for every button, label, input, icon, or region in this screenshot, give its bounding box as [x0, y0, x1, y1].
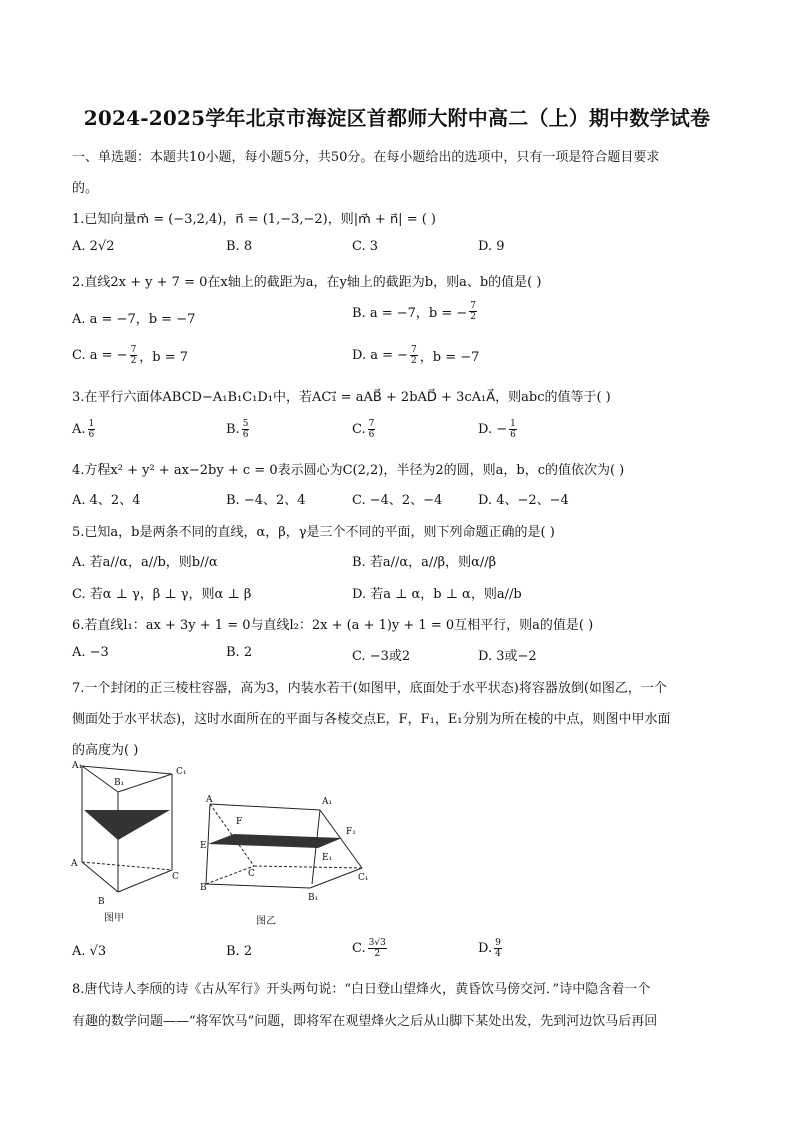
label-a1: A₁ — [72, 761, 83, 771]
question-7-stem-line1: 7.一个封闭的正三棱柱容器，高为3，内装水若干(如图甲，底面处于水平状态)将容器放倒(如图乙，一个 — [72, 681, 667, 696]
question-2-option-c: C. a = − $\frac{7}{2}$ ，b = 7 — [72, 345, 189, 366]
label-f: F — [236, 817, 243, 827]
question-7-option-d: D. $\frac{9}{4}$ — [478, 938, 501, 959]
fraction: $\frac{7}{2}$ — [470, 301, 476, 322]
section-heading: 一、单选题：本题共10小题，每小题5分，共50分。在每小题给出的选项中，只有一项是符合题目要求 — [72, 150, 660, 165]
label-b: B — [98, 897, 105, 907]
fraction: $\frac{7}{2}$ — [130, 345, 137, 366]
question-6-option-c: C. −3或2 — [352, 649, 411, 664]
question-2-option-d: D. a = − $\frac{7}{2}$ ，b = −7 — [352, 345, 480, 366]
question-5-option-a: A. 若a//α，a//b，则b//α — [72, 555, 218, 570]
fraction: $\frac{3√3}{2}$ — [368, 938, 386, 959]
question-1-option-d: D. 9 — [478, 239, 505, 254]
question-7-option-b: B. 2 — [226, 944, 253, 959]
question-3-stem: 3.在平行六面体ABCD−A₁B₁C₁D₁中，若AC₁⃗ = aAB⃗ + 2bAD⃗ + 3cA₁A⃗，则abc的值等于( ) — [72, 390, 611, 405]
question-8-stem-line1: 8.唐代诗人李颀的诗《古从军行》开头两句说：“白日登山望烽火，黄昏饮马傍交河．”诗中隐含着一个 — [72, 982, 651, 997]
question-6-option-a: A. −3 — [72, 645, 109, 660]
question-3-option-c: C. $\frac{7}{6}$ — [352, 419, 375, 440]
question-3-option-d: D. − $\frac{1}{6}$ — [478, 419, 516, 440]
figure-prism-lying — [198, 792, 376, 930]
question-6-option-b: B. 2 — [226, 645, 253, 660]
question-4-option-b: B. −4、2、4 — [226, 493, 306, 508]
question-5-stem: 5.已知a，b是两条不同的直线，α，β，γ是三个不同的平面，则下列命题正确的是( ) — [72, 525, 555, 540]
label-c: C — [248, 869, 255, 879]
question-5-option-b: B. 若a//α，a//β，则α//β — [352, 555, 497, 570]
question-7-option-c: C. $\frac{3√3}{2}$ — [352, 938, 386, 959]
question-4-stem: 4.方程x² + y² + ax−2by + c = 0表示圆心为C(2,2)，半径为2的圆，则a，b，c的值依次为( ) — [72, 463, 625, 478]
question-7-stem-line2: 侧面处于水平状态)，这时水面所在的平面与各棱交点E，F，F₁，E₁分别为所在棱的中点，则图中甲水面 — [72, 712, 671, 727]
fraction: $\frac{9}{4}$ — [495, 938, 501, 959]
label-e1: E₁ — [322, 853, 333, 863]
figure-caption-yi: 图乙 — [256, 916, 276, 927]
label-c: C — [172, 872, 179, 882]
option-b-text: B. a = −7，b = − — [352, 306, 468, 321]
page-title: 2024-2025学年北京市海淀区首都师大附中高二（上）期中数学试卷 — [83, 106, 711, 130]
label-b: B — [200, 883, 207, 893]
label-b1: B₁ — [308, 893, 319, 903]
label-c1: C₁ — [358, 873, 369, 883]
fraction: $\frac{1}{6}$ — [88, 419, 95, 440]
question-2-option-a: A. a = −7，b = −7 — [72, 312, 196, 327]
label-c1: C₁ — [176, 767, 187, 777]
question-6-stem: 6.若直线l₁：ax + 3y + 1 = 0与直线l₂：2x + (a + 1)y + 1 = 0互相平行，则a的值是( ) — [72, 618, 594, 633]
figure-caption-jia: 图甲 — [104, 913, 124, 924]
question-1-option-c: C. 3 — [352, 239, 379, 254]
question-4-option-c: C. −4、2、−4 — [352, 493, 443, 508]
section-heading-cont: 的。 — [72, 181, 99, 196]
question-1-option-a: A. 2√2 — [72, 239, 115, 254]
label-a: A — [71, 859, 78, 869]
question-1-option-b: B. 8 — [226, 239, 253, 254]
question-5-option-d: D. 若a ⊥ α，b ⊥ α，则a//b — [352, 587, 522, 602]
figure-prism-upright — [68, 758, 198, 930]
question-8-stem-line2: 有趣的数学问题——“将军饮马”问题，即将军在观望烽火之后从山脚下某处出发，先到河边饮马后再回 — [72, 1014, 658, 1029]
question-4-option-a: A. 4、2、4 — [72, 493, 141, 508]
label-a1: A₁ — [322, 797, 333, 807]
label-f1: F₁ — [346, 827, 356, 837]
fraction: $\frac{7}{6}$ — [368, 419, 375, 440]
question-4-option-d: D. 4、−2、−4 — [478, 493, 569, 508]
question-7-stem-line3: 的高度为( ) — [72, 743, 139, 758]
label-a: A — [206, 795, 213, 805]
question-2-stem: 2.直线2x + y + 7 = 0在x轴上的截距为a，在y轴上的截距为b，则a、b的值是( ) — [72, 275, 542, 290]
question-3-option-b: B. $\frac{5}{6}$ — [226, 419, 249, 440]
question-2-option-b — [352, 301, 479, 322]
fraction: $\frac{7}{2}$ — [411, 345, 417, 366]
fraction: $\frac{1}{6}$ — [510, 419, 516, 440]
question-6-option-d: D. 3或−2 — [478, 649, 537, 664]
question-1-stem: 1.已知向量m⃗ = (−3,2,4)，n⃗ = (1,−3,−2)，则|m⃗ + n⃗| = ( ) — [72, 212, 436, 227]
question-7-option-a: A. √3 — [72, 944, 107, 959]
fraction: $\frac{5}{6}$ — [242, 419, 249, 440]
label-b1: B₁ — [114, 778, 125, 788]
question-5-option-c: C. 若α ⊥ γ，β ⊥ γ，则α ⊥ β — [72, 587, 252, 602]
question-3-option-a: A. $\frac{1}{6}$ — [72, 419, 95, 440]
label-e: E — [200, 841, 207, 851]
